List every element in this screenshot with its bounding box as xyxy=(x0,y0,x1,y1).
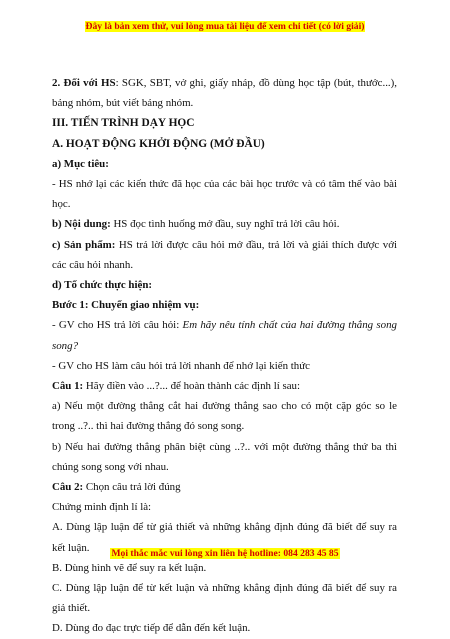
hs-materials: 2. Đối với HS: SGK, SBT, vở ghi, giấy nháp, đồ dùng học tập (bút, thước...), bảng nhóm, bút viết bảng nhóm. xyxy=(52,77,398,110)
option-c: C. Dùng lập luận để từ kết luận và những khẳng định đúng đã biết để suy ra giả thiết. xyxy=(52,582,397,615)
option-b: B. Dùng hình vẽ để suy ra kết luận. xyxy=(52,561,207,574)
to-chuc-heading: d) Tổ chức thực hiện: xyxy=(52,279,152,292)
section-a-heading: A. HOẠT ĐỘNG KHỞI ĐỘNG (MỞ ĐẦU) xyxy=(52,137,265,150)
gv-fast-questions: - GV cho HS làm câu hỏi trả lời nhanh để nhớ lại kiến thức xyxy=(52,359,310,372)
muc-tieu-text: - HS nhớ lại các kiến thức đã học của các bài học trước và có tâm thế vào bài học. xyxy=(52,178,397,211)
noi-dung: b) Nội dung: HS đọc tình huống mở đầu, suy nghĩ trả lời câu hỏi. xyxy=(52,218,340,231)
buoc1-heading: Bước 1: Chuyển giao nhiệm vụ: xyxy=(52,299,200,312)
header-notice xyxy=(0,21,450,32)
gv-question: - GV cho HS trả lời câu hỏi: Em hãy nêu tính chất của hai đường thẳng song song? xyxy=(52,319,397,352)
section-iii-heading: III. TIẾN TRÌNH DẠY HỌC xyxy=(52,117,195,130)
cau1-a: a) Nếu một đường thẳng cắt hai đường thẳng sao cho có một cặp góc so le trong ..?.. thì hai đường thẳng đó song song. xyxy=(52,400,397,433)
option-a: A. Dùng lập luận để từ giả thiết và những khẳng định đúng đã biết để suy ra kết luận. xyxy=(52,521,397,554)
cau2-prompt: Chứng minh định lí là: xyxy=(52,501,152,514)
footer-notice-text: Mọi thắc mắc vui lòng xin liên hệ hotline: 084 283 45 85 xyxy=(111,548,339,559)
san-pham: c) Sản phẩm: HS trả lời được câu hỏi mở đầu, trả lời và giải thích được với các câu hỏi nhanh. xyxy=(52,238,397,271)
header-notice-text: Đây là bản xem thử, vui lòng mua tài liệu để xem chi tiết (có lời giải) xyxy=(85,21,365,32)
muc-tieu-heading: a) Mục tiêu: xyxy=(52,157,109,170)
footer-notice xyxy=(0,548,450,559)
cau2: Câu 2: Chọn câu trả lời đúng xyxy=(52,481,181,494)
option-d: D. Dùng đo đạc trực tiếp để dẫn đến kết luận. xyxy=(52,622,251,635)
cau1-b: b) Nếu hai đường thẳng phân biệt cùng ..?.. với một đường thẳng thứ ba thì chúng song song với nhau. xyxy=(52,440,397,473)
cau1: Câu 1: Hãy điền vào ...?... để hoàn thành các định lí sau: xyxy=(52,380,301,393)
